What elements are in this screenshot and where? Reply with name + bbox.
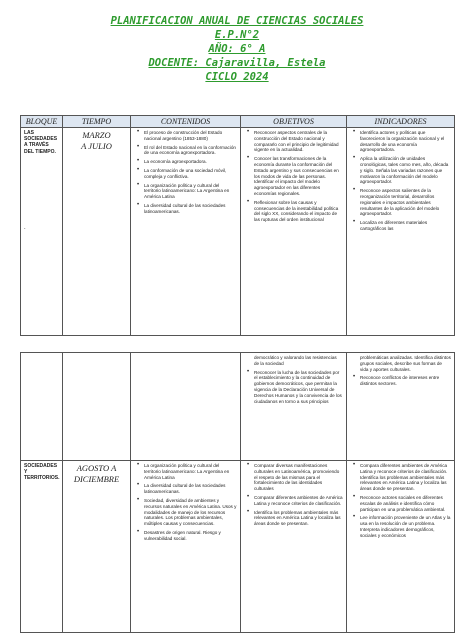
objetivos-list — [244, 130, 343, 223]
list-item: • Reflexionar sobre las causas y consecuencias de la inestabilidad política del siglo XX, considerando el impacto de las rupturas del orden institucional — [254, 200, 343, 223]
list-item: • La diversidad cultural de las sociedades latinoamericanas. — [144, 203, 237, 215]
planning-table-2 — [20, 352, 455, 633]
objetivos-list — [244, 463, 343, 527]
tiempo-start: MARZO — [82, 130, 111, 140]
cycle-line: CICLO 2024 — [205, 71, 269, 83]
table-row — [21, 461, 455, 633]
tiempo-cell — [63, 128, 131, 336]
indicadores-cell — [347, 461, 455, 633]
list-item: • Reconoce conflictos de intereses entre distintos sectores. — [360, 375, 451, 387]
list-item: • La conformación de una sociedad móvil, compleja y conflictiva. — [144, 168, 237, 180]
tiempo-cell — [63, 353, 131, 461]
column-header-indicadores: INDICADORES — [347, 116, 455, 128]
column-header-tiempo: TIEMPO — [63, 116, 131, 128]
bloque-cell — [21, 353, 63, 461]
school-line: E.P.N°2 — [214, 29, 260, 41]
indicadores-list — [350, 463, 451, 539]
list-item: • Desastres de origen natural. Riesgo y vulnerabilidad social. — [144, 530, 237, 542]
indicadores-cell — [347, 353, 455, 461]
list-item: • La economía agroexportadora. — [144, 159, 237, 165]
document-header — [0, 14, 474, 84]
objetivos-list — [244, 370, 343, 405]
list-item: • Aplica la utilización de unidades cronológicas, tales como mes, año, década y siglo. Señala las variadas razones que motivaron la conformación del modelo agroexportador. — [360, 156, 451, 185]
list-item: • Comparar diversas manifestaciones culturales en Latinoamérica, promoviendo el respeto de las mismas para el fortalecimiento de las identidades culturales — [254, 463, 343, 492]
objetivos-cell — [241, 353, 347, 461]
title-line: PLANIFICACION ANUAL DE CIENCIAS SOCIALES — [110, 15, 364, 27]
column-header-objetivos: OBJETIVOS — [241, 116, 347, 128]
contenidos-list — [134, 130, 237, 215]
indicadores-continued: problemáticas analizadas. Identifica distintos grupos sociales, describe sus formas de vida y aportes culturales. — [360, 355, 451, 372]
bloque-text: SOCIEDADES Y TERRITORIOS. — [24, 463, 60, 482]
table-row — [21, 128, 455, 336]
list-item: • Reconoce aspectos salientes de la reorganización territorial, desarrollos regionales e impactos ambientales resultantes de la aplicación del modelo agroexportador. — [360, 188, 451, 217]
indicadores-list — [350, 375, 451, 387]
list-item: • Reconocer la lucha de las sociedades por el establecimiento y la continuidad de gobiernos democráticos, que permitan la vigencia de la Declaración Universal de Derechos Humanos y la convivencia de los ciudadanos en torno a sus principios — [254, 370, 343, 405]
list-item: • Localiza en diferentes materiales cartográficos las — [360, 220, 451, 232]
list-item: • La organización política y cultural del territorio latinoamericano: La Argentina en América Latina — [144, 183, 237, 200]
objetivos-cell — [241, 461, 347, 633]
bloque-cell — [21, 128, 63, 336]
objetivos-continued: democrático y valorando las resistencias de la sociedad — [254, 355, 337, 366]
list-item: • Identifica actores y políticas que favorecieron la organización nacional y el desarrollo de una economía agroexportadora. — [360, 130, 451, 153]
contenidos-list — [134, 463, 237, 542]
list-item: • Conocer las transformaciones de la economía durante la conformación del Estado argentino y sus consecuencias en los modos de vida de las personas. Identificar el impacto del modelo agroexportador en las diferentes economías regionales. — [254, 156, 343, 197]
list-item: • Reconocer aspectos centrales de la construcción del Estado nacional y compararlo con el principio de legitimidad vigente en la actualidad. — [254, 130, 343, 153]
column-header-contenidos: CONTENIDOS — [131, 116, 241, 128]
list-item: • El proceso de construcción del Estado nacional argentino (1853-1880) — [144, 130, 237, 142]
contenidos-cell — [131, 353, 241, 461]
list-item: • El rol del Estado nacional en la conformación de una economía agroexportadora. — [144, 145, 237, 157]
objetivos-cell — [241, 128, 347, 336]
tiempo-cell — [63, 461, 131, 633]
list-item: • La organización política y cultural del territorio latinoamericano: La Argentina en América Latina — [144, 463, 237, 480]
tiempo-end: A JULIO — [81, 141, 112, 151]
contenidos-cell — [131, 461, 241, 633]
list-item: • Lee información proveniente de un Atlas y la usa en la resolución de un problema. Interpreta indicadores demográficos, sociales y económicos — [360, 515, 451, 538]
list-item: • Identifica los problemas ambientales más relevantes en América Latina y localiza las áreas donde se presentan. — [254, 510, 343, 527]
indicadores-list — [350, 130, 451, 232]
list-item: • Compara diferentes ambientes de América Latina y reconoce criterios de clasificación. Identifica los problemas ambientales más relevantes en América Latina y localiza las áreas donde se presentan. — [360, 463, 451, 492]
bloque-dot: . — [24, 224, 26, 231]
list-item: • Sociedad, diversidad de ambientes y recursos naturales en América Latina. Usos y modalidades de manejo de los recursos naturales. Los problemas ambientales, múltiples causas y consecuencias. — [144, 498, 237, 527]
indicadores-cell — [347, 128, 455, 336]
contenidos-cell — [131, 128, 241, 336]
column-header-bloque: BLOQUE — [21, 116, 63, 128]
teacher-line: DOCENTE: Cajaravilla, Estela — [148, 57, 326, 69]
bloque-text: LAS SOCIEDADES A TRAVÉS DEL TIEMPO. — [24, 130, 58, 155]
planning-table-1 — [20, 115, 455, 336]
table-row — [21, 353, 455, 461]
table-header-row — [21, 116, 455, 128]
tiempo-end: DICIEMBRE — [73, 474, 120, 484]
bloque-cell — [21, 461, 63, 633]
tiempo-start: AGOSTO A — [76, 463, 117, 473]
list-item: • Reconoce actores sociales en diferentes escalas de análisis e identifica cómo participan en una problemática ambiental. — [360, 495, 451, 512]
list-item: • La diversidad cultural de las sociedades latinoamericanas. — [144, 483, 237, 495]
grade-line: AÑO: 6° A — [208, 43, 266, 55]
list-item: • Comparar diferentes ambientes de América Latina y reconoce criterios de clasificación. — [254, 495, 343, 507]
